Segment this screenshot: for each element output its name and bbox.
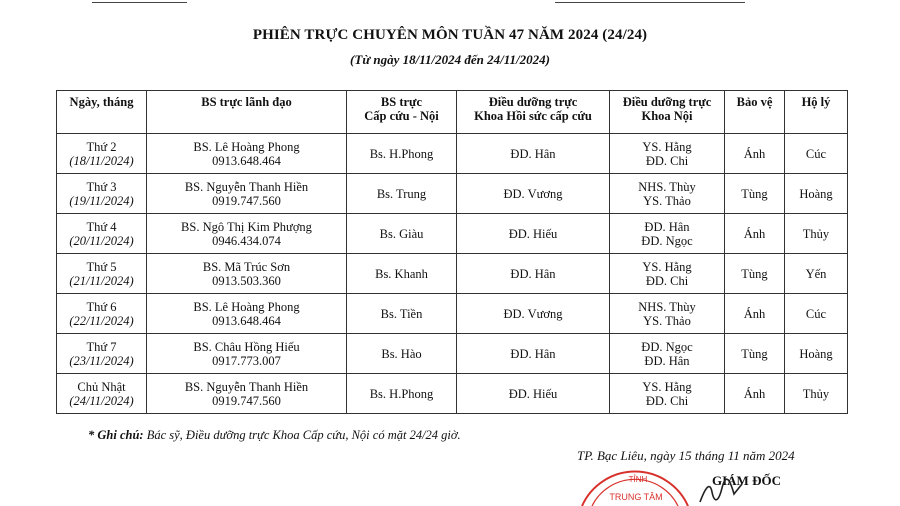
icu-nurse-cell xyxy=(457,334,610,374)
table-body xyxy=(57,134,848,414)
signature-icon xyxy=(696,478,746,506)
ward-nurse-cell xyxy=(610,374,725,414)
ward-nurse-1: YS. Hằng xyxy=(642,379,692,394)
ward-nurse-2: ĐD. Chi xyxy=(645,153,689,168)
ward-nurse-cell xyxy=(610,254,725,294)
orderly-cell xyxy=(785,294,848,334)
day-date: (22/11/2024) xyxy=(69,313,134,328)
table-row xyxy=(57,134,848,174)
icu-nurse-name: ĐD. Hân xyxy=(510,146,556,161)
date-cell xyxy=(57,134,147,174)
leader-phone: 0913.503.360 xyxy=(212,273,281,288)
day-name: Thứ 7 xyxy=(86,339,117,354)
er-doctor-name: Bs. Tiền xyxy=(380,306,423,321)
ward-nurse-2: ĐD. Chi xyxy=(645,393,689,408)
leader-cell xyxy=(147,294,347,334)
ward-nurse-1: ĐD. Hân xyxy=(644,219,690,234)
ward-nurse-2: ĐD. Hân xyxy=(644,353,690,368)
icu-nurse-cell xyxy=(457,174,610,214)
icu-nurse-name: ĐD. Hân xyxy=(510,266,556,281)
page-subtitle: (Từ ngày 18/11/2024 đến 24/11/2024) xyxy=(350,52,550,67)
ward-nurse-1: NHS. Thùy xyxy=(638,179,696,194)
table-header-row xyxy=(57,91,848,134)
leader-name: BS. Châu Hồng Hiếu xyxy=(193,339,300,354)
orderly-cell xyxy=(785,254,848,294)
ward-nurse-1: YS. Hằng xyxy=(642,259,692,274)
header-line-1: Ngày, tháng xyxy=(69,95,134,109)
day-name: Thứ 2 xyxy=(86,139,117,154)
col-icu-nurse-header xyxy=(457,91,610,134)
ward-nurse-2: YS. Thảo xyxy=(643,193,691,208)
header-line-1: Hộ lý xyxy=(801,95,831,109)
orderly-name: Thủy xyxy=(802,386,830,401)
header-line-2: Cấp cứu - Nội xyxy=(364,109,439,123)
leader-cell xyxy=(147,134,347,174)
duty-roster-table xyxy=(56,90,848,414)
day-name: Thứ 4 xyxy=(86,219,117,234)
guard-name: Ánh xyxy=(743,146,766,161)
leader-cell xyxy=(147,254,347,294)
day-date: (18/11/2024) xyxy=(69,153,134,168)
leader-name: BS. Lê Hoàng Phong xyxy=(193,299,300,314)
ward-nurse-cell xyxy=(610,134,725,174)
orderly-name: Thủy xyxy=(802,226,830,241)
guard-name: Ánh xyxy=(743,306,766,321)
day-date: (21/11/2024) xyxy=(69,273,134,288)
orderly-name: Cúc xyxy=(805,306,827,321)
leader-name: BS. Ngô Thị Kim Phượng xyxy=(181,219,312,234)
er-doctor-name: Bs. Giàu xyxy=(379,226,424,241)
orderly-cell xyxy=(785,214,848,254)
col-ward-nurse-header xyxy=(610,91,725,134)
table-row xyxy=(57,374,848,414)
guard-cell xyxy=(725,214,785,254)
header-line-2: Khoa Nội xyxy=(641,109,693,123)
col-leader-header xyxy=(147,91,347,134)
ward-nurse-cell xyxy=(610,214,725,254)
orderly-name: Yến xyxy=(805,266,827,281)
director-title: GIÁM ĐỐC xyxy=(712,473,781,488)
header-line-1: Điều dưỡng trực xyxy=(488,95,578,109)
icu-nurse-name: ĐD. Hiếu xyxy=(508,386,558,401)
er-doctor-cell xyxy=(347,254,457,294)
official-stamp-icon xyxy=(580,460,690,506)
page-title: PHIÊN TRỰC CHUYÊN MÔN TUẦN 47 NĂM 2024 (24/24) xyxy=(252,27,648,43)
leader-name: BS. Nguyễn Thanh Hiền xyxy=(184,379,309,394)
guard-name: Tùng xyxy=(741,266,768,281)
header-line-1: Điều dưỡng trực xyxy=(622,95,712,109)
header-line-1: BS trực lãnh đạo xyxy=(201,95,292,109)
er-doctor-name: Bs. Khanh xyxy=(375,266,428,281)
icu-nurse-cell xyxy=(457,374,610,414)
orderly-cell xyxy=(785,334,848,374)
ward-nurse-1: YS. Hằng xyxy=(642,139,692,154)
col-date-header xyxy=(57,91,147,134)
guard-name: Ánh xyxy=(743,226,766,241)
day-date: (23/11/2024) xyxy=(69,353,134,368)
ward-nurse-2: ĐD. Chi xyxy=(645,273,689,288)
stamp-text-top: TỈNH xyxy=(628,475,648,484)
leader-cell xyxy=(147,174,347,214)
leader-phone: 0946.434.074 xyxy=(212,233,281,248)
day-date: (24/11/2024) xyxy=(69,393,134,408)
guard-cell xyxy=(725,374,785,414)
icu-nurse-cell xyxy=(457,214,610,254)
top-rule-left xyxy=(92,2,187,3)
header-line-1: Bảo vệ xyxy=(736,95,773,109)
guard-cell xyxy=(725,174,785,214)
leader-phone: 0917.773.007 xyxy=(212,353,281,368)
date-cell xyxy=(57,334,147,374)
ward-nurse-cell xyxy=(610,294,725,334)
icu-nurse-name: ĐD. Vương xyxy=(503,186,563,201)
er-doctor-cell xyxy=(347,334,457,374)
orderly-cell xyxy=(785,174,848,214)
er-doctor-cell xyxy=(347,134,457,174)
date-cell xyxy=(57,254,147,294)
header-line-1: BS trực xyxy=(380,95,423,109)
header-line-2: Khoa Hồi sức cấp cứu xyxy=(474,109,592,123)
er-doctor-name: Bs. H.Phong xyxy=(369,146,434,161)
day-name: Thứ 6 xyxy=(86,299,117,314)
guard-name: Tùng xyxy=(741,346,768,361)
ward-nurse-1: NHS. Thùy xyxy=(638,299,696,314)
ward-nurse-1: ĐD. Ngọc xyxy=(641,339,693,354)
leader-phone: 0919.747.560 xyxy=(212,193,281,208)
date-cell xyxy=(57,374,147,414)
ward-nurse-cell xyxy=(610,334,725,374)
leader-cell xyxy=(147,334,347,374)
leader-name: BS. Nguyễn Thanh Hiền xyxy=(184,179,309,194)
orderly-name: Hoàng xyxy=(799,346,833,361)
footnote xyxy=(88,428,461,443)
orderly-name: Hoàng xyxy=(799,186,833,201)
leader-phone: 0913.648.464 xyxy=(212,313,281,328)
guard-cell xyxy=(725,294,785,334)
date-cell xyxy=(57,294,147,334)
er-doctor-cell xyxy=(347,214,457,254)
guard-cell xyxy=(725,334,785,374)
er-doctor-cell xyxy=(347,294,457,334)
icu-nurse-cell xyxy=(457,134,610,174)
er-doctor-cell xyxy=(347,174,457,214)
icu-nurse-cell xyxy=(457,254,610,294)
icu-nurse-name: ĐD. Vương xyxy=(503,306,563,321)
orderly-cell xyxy=(785,374,848,414)
day-name: Chủ Nhật xyxy=(77,379,126,394)
day-date: (19/11/2024) xyxy=(69,193,134,208)
table-row xyxy=(57,174,848,214)
ward-nurse-cell xyxy=(610,174,725,214)
day-date: (20/11/2024) xyxy=(69,233,134,248)
day-name: Thứ 5 xyxy=(86,259,117,274)
er-doctor-name: Bs. H.Phong xyxy=(369,386,434,401)
place-date: TP. Bạc Liêu, ngày 15 tháng 11 năm 2024 xyxy=(577,448,795,463)
leader-phone: 0913.648.464 xyxy=(212,153,281,168)
footnote-text: Bác sỹ, Điều dưỡng trực Khoa Cấp cứu, Nội có mặt 24/24 giờ. xyxy=(146,428,461,442)
col-guard-header xyxy=(725,91,785,134)
col-orderly-header xyxy=(785,91,848,134)
footnote-label: * Ghi chú: xyxy=(88,428,144,442)
day-name: Thứ 3 xyxy=(86,179,117,194)
leader-phone: 0919.747.560 xyxy=(212,393,281,408)
guard-cell xyxy=(725,254,785,294)
leader-cell xyxy=(147,214,347,254)
leader-name: BS. Lê Hoàng Phong xyxy=(193,139,300,154)
guard-cell xyxy=(725,134,785,174)
col-er-doctor-header xyxy=(347,91,457,134)
orderly-name: Cúc xyxy=(805,146,827,161)
stamp-text-center: TRUNG TÂM xyxy=(609,492,663,502)
guard-name: Ánh xyxy=(743,386,766,401)
icu-nurse-name: ĐD. Hiếu xyxy=(508,226,558,241)
er-doctor-cell xyxy=(347,374,457,414)
er-doctor-name: Bs. Hào xyxy=(381,346,422,361)
guard-name: Tùng xyxy=(741,186,768,201)
icu-nurse-cell xyxy=(457,294,610,334)
ward-nurse-2: ĐD. Ngọc xyxy=(641,233,693,248)
top-rule-right xyxy=(555,2,745,3)
table-row xyxy=(57,214,848,254)
er-doctor-name: Bs. Trung xyxy=(376,186,427,201)
table-row xyxy=(57,334,848,374)
date-cell xyxy=(57,174,147,214)
leader-name: BS. Mã Trúc Sơn xyxy=(202,259,291,274)
table-row xyxy=(57,294,848,334)
leader-cell xyxy=(147,374,347,414)
orderly-cell xyxy=(785,134,848,174)
table-row xyxy=(57,254,848,294)
date-cell xyxy=(57,214,147,254)
icu-nurse-name: ĐD. Hân xyxy=(510,346,556,361)
ward-nurse-2: YS. Thảo xyxy=(643,313,691,328)
